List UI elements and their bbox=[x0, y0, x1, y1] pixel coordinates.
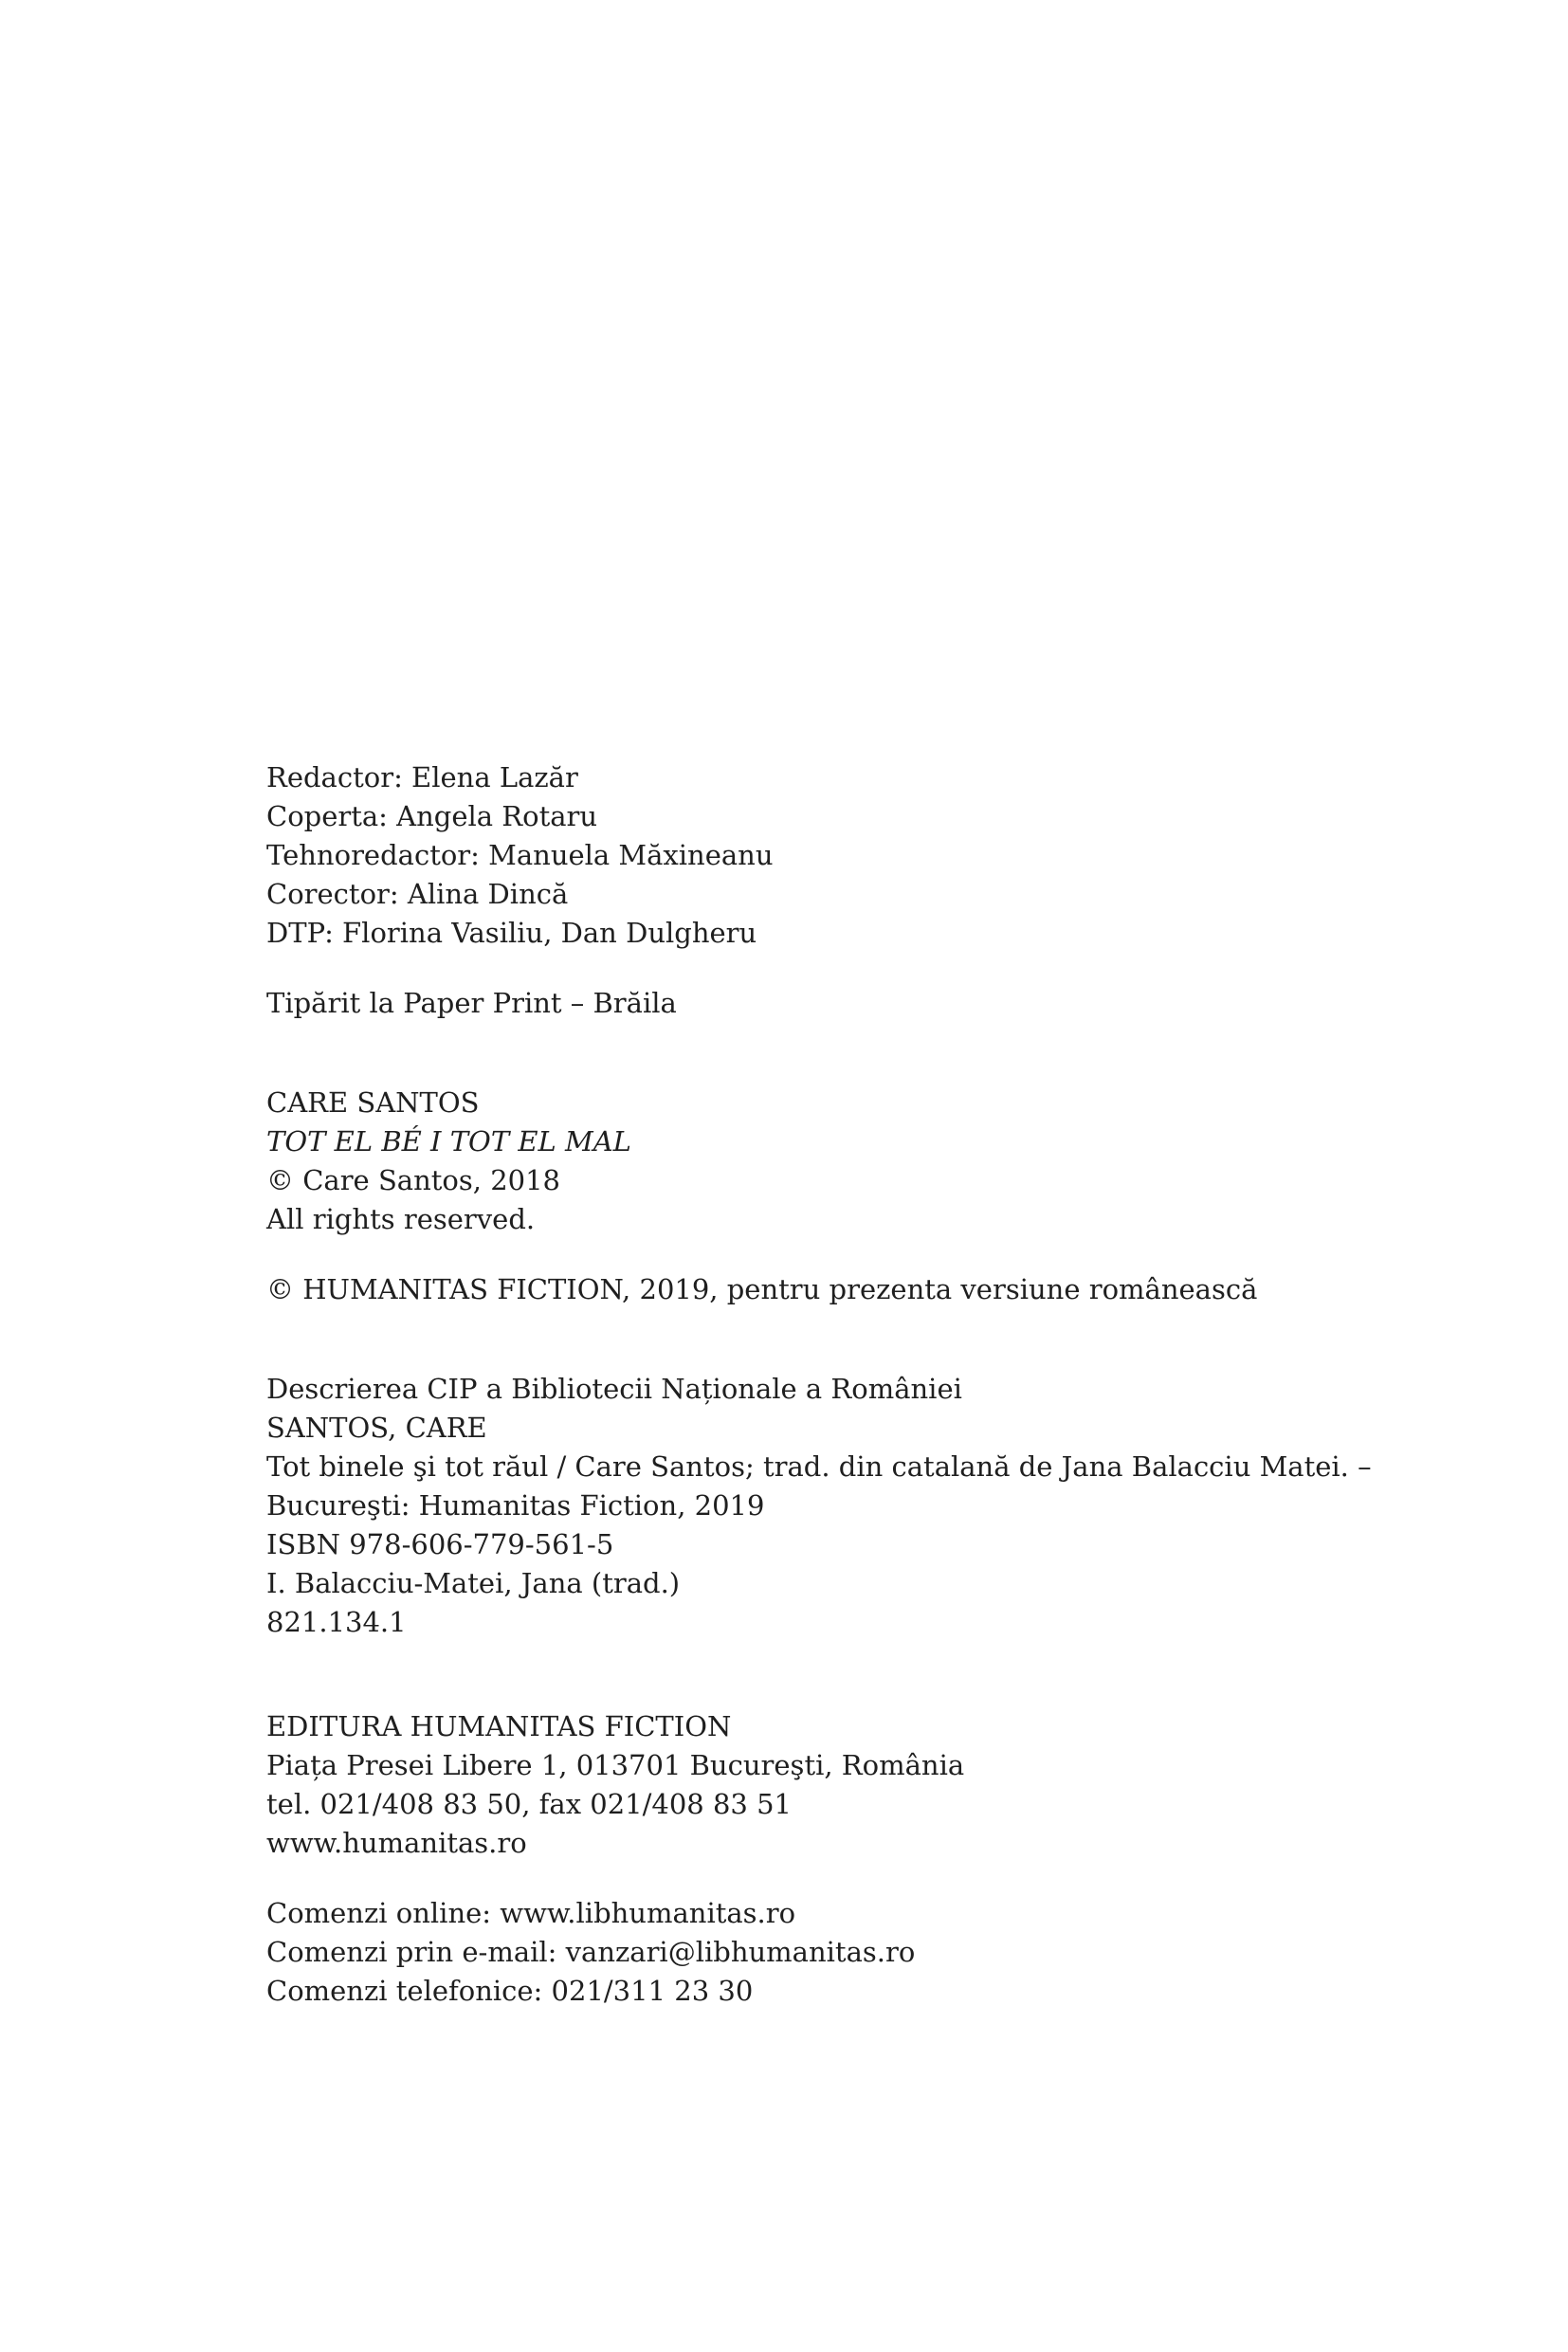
printer-line: Tipărit la Paper Print – Brăila bbox=[266, 987, 677, 1019]
romanian-copyright-section bbox=[266, 1270, 1404, 1309]
cip-heading: Descrierea CIP a Bibliotecii Naționale a României bbox=[266, 1373, 962, 1405]
publisher-address: Piața Presei Libere 1, 013701 Bucureşti, România bbox=[266, 1749, 965, 1781]
original-edition-section bbox=[266, 1084, 1404, 1239]
cover-credit: Coperta: Angela Rotaru bbox=[266, 800, 598, 832]
publisher-section bbox=[266, 1707, 1404, 1863]
romanian-copyright: © HUMANITAS FICTION, 2019, pentru prezenta versiune românească bbox=[266, 1273, 1258, 1305]
cip-title-line: Tot binele şi tot răul / Care Santos; trad. din catalană de Jana Balacciu Matei. – bbox=[266, 1450, 1372, 1483]
orders-online: Comenzi online: www.libhumanitas.ro bbox=[266, 1897, 796, 1929]
cip-translator: I. Balacciu-Matei, Jana (trad.) bbox=[266, 1567, 681, 1599]
proofreader-credit: Corector: Alina Dincă bbox=[266, 878, 569, 910]
editor-credit: Redactor: Elena Lazăr bbox=[266, 761, 578, 793]
credits-section bbox=[266, 758, 1404, 953]
publisher-website: www.humanitas.ro bbox=[266, 1827, 527, 1859]
cip-classification: 821.134.1 bbox=[266, 1606, 407, 1638]
printing-section bbox=[266, 984, 1404, 1023]
original-title: TOT EL BÉ I TOT EL MAL bbox=[266, 1125, 631, 1158]
publisher-phone: tel. 021/408 83 50, fax 021/408 83 51 bbox=[266, 1788, 792, 1820]
original-copyright: © Care Santos, 2018 bbox=[266, 1164, 561, 1196]
original-author: CARE SANTOS bbox=[266, 1086, 480, 1119]
publisher-name: EDITURA HUMANITAS FICTION bbox=[266, 1710, 732, 1742]
orders-section bbox=[266, 1894, 1404, 2011]
imprint-block bbox=[266, 758, 1404, 2011]
cip-section bbox=[266, 1370, 1404, 1642]
orders-email: Comenzi prin e-mail: vanzari@libhumanitas.ro bbox=[266, 1936, 916, 1968]
cip-author: SANTOS, CARE bbox=[266, 1412, 487, 1444]
cip-imprint-line: Bucureşti: Humanitas Fiction, 2019 bbox=[266, 1489, 765, 1522]
rights-reserved: All rights reserved. bbox=[266, 1203, 536, 1235]
tech-editor-credit: Tehnoredactor: Manuela Măxineanu bbox=[266, 839, 774, 871]
orders-phone: Comenzi telefonice: 021/311 23 30 bbox=[266, 1975, 754, 2007]
cip-isbn: ISBN 978-606-779-561-5 bbox=[266, 1528, 614, 1560]
dtp-credit: DTP: Florina Vasiliu, Dan Dulgheru bbox=[266, 917, 757, 949]
